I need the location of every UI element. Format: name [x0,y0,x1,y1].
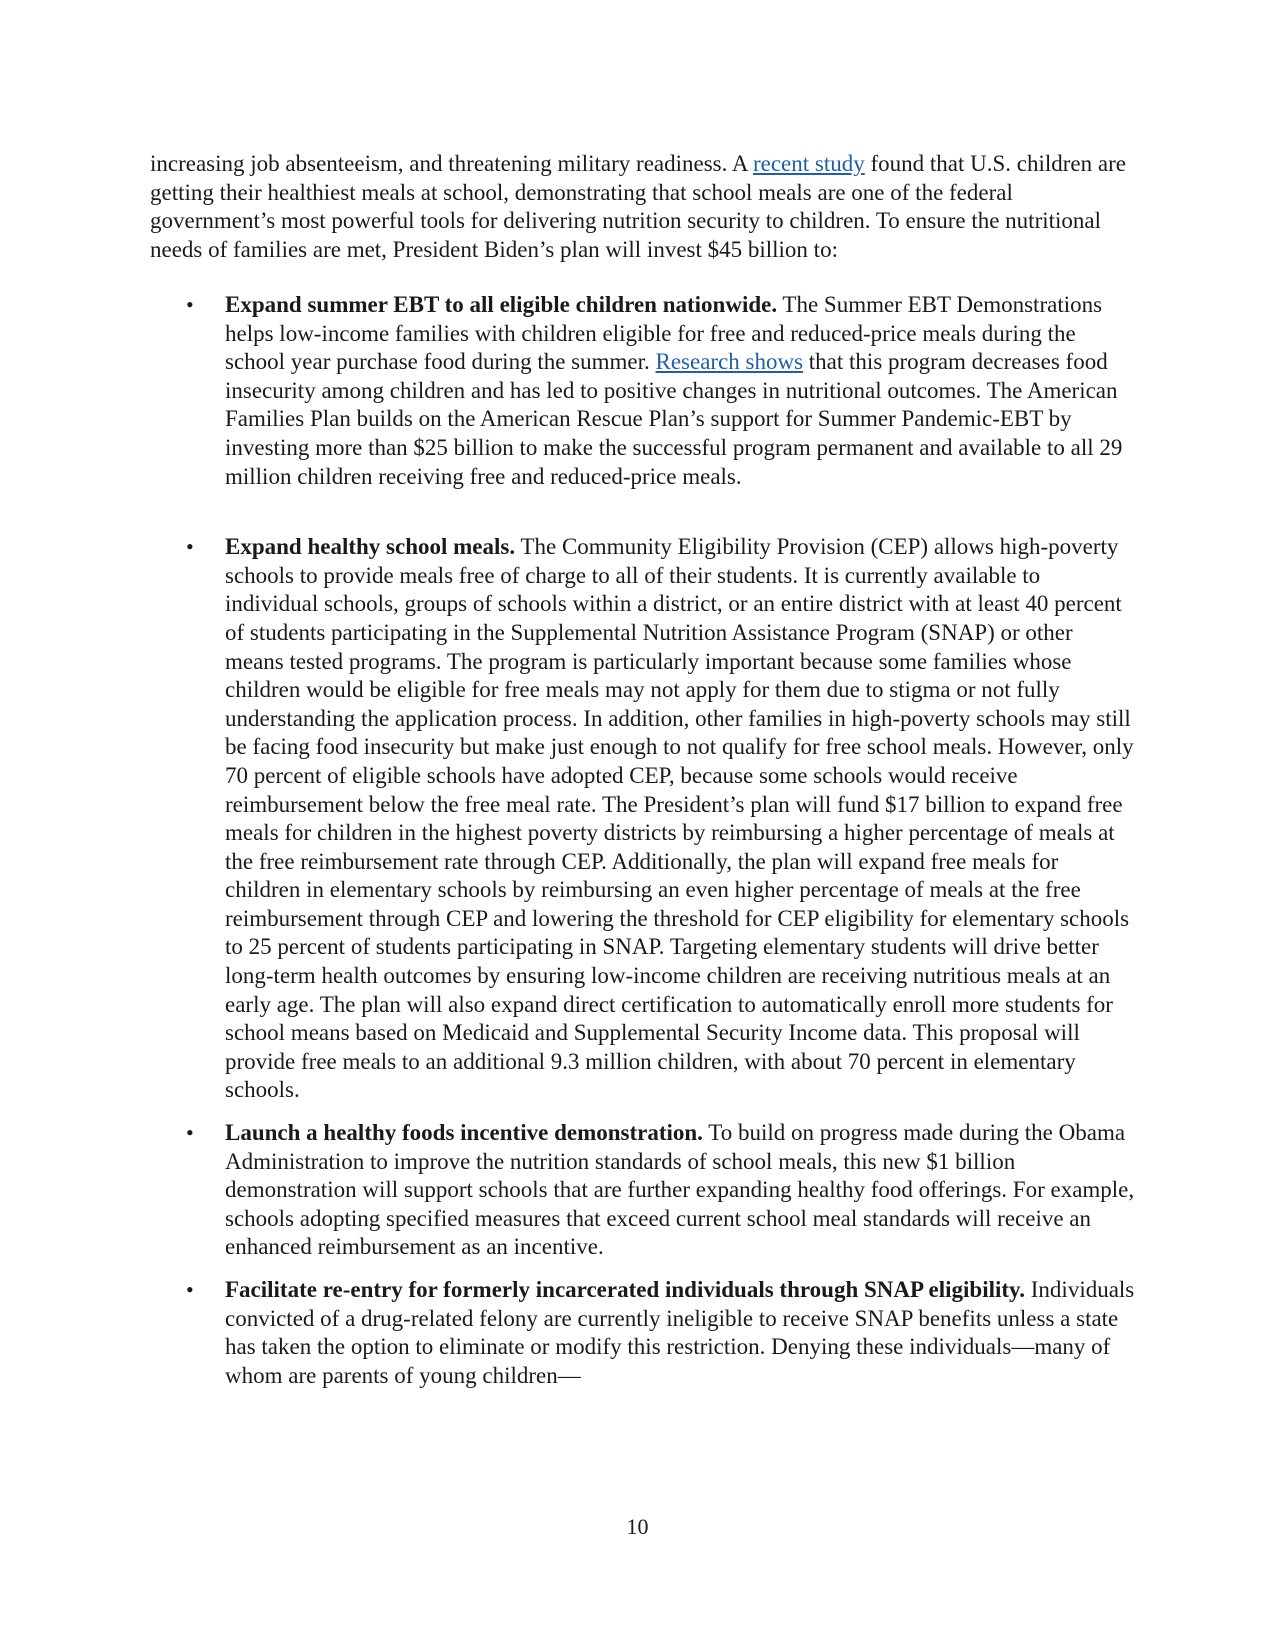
list-item-healthy-foods [150,1119,1135,1262]
bullet-list [150,291,1135,1390]
intro-text-after-link: found that U.S. children are getting their healthiest meals at school, demonstrating that school meals are one of the federal government’s most powerful tools for delivering nutrition security to children. To ensure the nutritional needs of families are met, President Biden’s plan will invest $45 billion to: [150,151,1126,262]
bullet-icon: • [186,534,194,560]
page-number: 10 [626,1514,649,1539]
bullet-icon: • [186,1120,194,1146]
bullet-text: Individuals convicted of a drug-related felony are currently ineligible to receive SNAP benefits unless a state has taken the option to eliminate or modify this restriction. Denying these individuals—many of whom are parents of young children— [225,1277,1135,1388]
intro-text-before-link: increasing job absenteeism, and threatening military readiness. A [150,151,753,176]
intro-paragraph [150,150,1135,264]
bullet-lead: Facilitate re-entry for formerly incarcerated individuals through SNAP eligibility. [225,1277,1026,1302]
list-item-summer-ebt [150,291,1135,491]
research-shows-link[interactable]: Research shows [655,349,804,375]
list-item-school-meals [150,533,1135,1105]
bullet-text: The Community Eligibility Provision (CEP) allows high-poverty schools to provide meals free of charge to all of their students. It is currently available to individual schools, groups of schools within a district, or an entire district with at least 40 percent of students participating in the Supplemental Nutrition Assistance Program (SNAP) or other means tested programs. The program is particularly important because some families whose children would be eligible for free meals may not apply for them due to stigma or not fully understanding the application process. In addition, other families in high-poverty schools may still be facing food insecurity but make just enough to not qualify for free school meals. However, only 70 percent of eligible schools have adopted CEP, because some schools would receive reimbursement below the free meal rate. The President’s plan will fund $17 billion to expand free meals for children in the highest poverty districts by reimbursing a higher percentage of meals at the free reimbursement rate through CEP. Additionally, the plan will expand free meals for children in elementary schools by reimbursing an even higher percentage of meals at the free reimbursement through CEP and lowering the threshold for CEP eligibility for elementary schools to 25 percent of students participating in SNAP. Targeting elementary students will drive better long-term health outcomes by ensuring low-income children are receiving nutritious meals at an early age. The plan will also expand direct certification to automatically enroll more students for school means based on Medicaid and Supplemental Security Income data. This proposal will provide free meals to an additional 9.3 million children, with about 70 percent in elementary schools. [225,534,1134,1103]
bullet-icon: • [186,292,194,317]
bullet-lead: Expand summer EBT to all eligible children nationwide. [225,292,778,317]
bullet-lead: Expand healthy school meals. [225,534,516,560]
list-item-reentry [150,1276,1135,1390]
bullet-icon: • [186,1277,194,1302]
bullet-lead: Launch a healthy foods incentive demonstration. [225,1120,703,1146]
bullet-text: To build on progress made during the Obama Administration to improve the nutrition standards of school meals, this new $1 billion demonstration will support schools that are further expanding healthy food offerings. For example, schools adopting specified measures that exceed current school meal standards will receive an enhanced reimbursement as an incentive. [225,1120,1135,1260]
bullet-text-before-link: The Summer EBT Demonstrations helps low-income families with children eligible for free and reduced-price meals during the school year purchase food during the summer. [225,292,1103,375]
bullet-text-after-link: that this program decreases food insecurity among children and has led to positive changes in nutritional outcomes. The American Families Plan builds on the American Rescue Plan’s support for Summer Pandemic-EBT by investing more than $25 billion to make the successful program permanent and available to all 29 million children receiving free and reduced-price meals. [225,349,1123,489]
recent-study-link[interactable]: recent study [752,151,865,176]
